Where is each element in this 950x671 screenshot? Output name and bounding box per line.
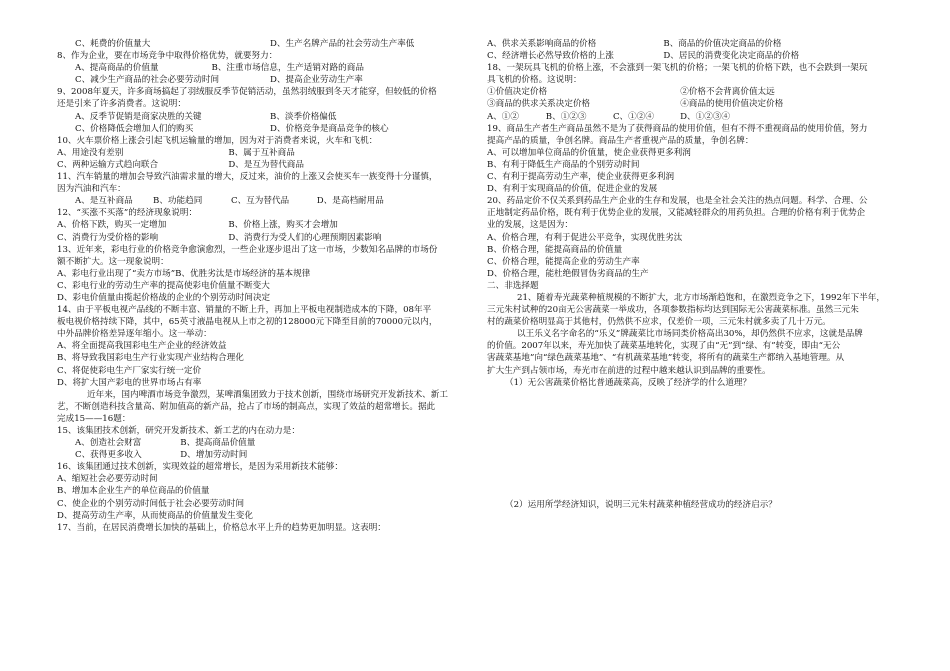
q7-option-d: D、生产名牌产品的社会劳动生产率低 (270, 39, 415, 49)
q13-stem-line2: 额不断扩大。这一现象说明： (57, 256, 169, 267)
q7-option-c: C、耗费的价值量大 (75, 39, 151, 49)
q18-stem-line2: 具飞机的价格。这说明： (487, 75, 582, 86)
answer-space-1 (487, 389, 907, 499)
q15-options-cd (57, 449, 465, 461)
q11-option-b: B、功能趋同 (153, 196, 203, 207)
q9-stem-line1: 9、2008年夏天，许多商场搞起了羽绒服反季节促销活动，虽然羽绒服到冬天才能穿，但较低的价格 (57, 87, 437, 98)
q10-option-c: C、两种运输方式趋向联合 (57, 159, 159, 170)
q18-statements-34 (487, 98, 907, 110)
passage-line3: 完成15——16题： (57, 413, 131, 424)
q8-option-d: D、提高企业劳动生产率 (270, 75, 363, 86)
q18-stem-line1: 18、一架玩具飞机的价格上涨，不会涨到一架飞机的价格；一架飞机的价格下跌，也不会跌到一架玩 (487, 63, 868, 74)
q11-stem-line2: 因为汽油和汽车： (57, 184, 126, 195)
q19-option-a: A、可以增加单位商品的价值量，使企业获得更多利润 (487, 147, 691, 158)
q18-option-c: C、①②④ (612, 111, 654, 122)
q18-statement-2: ②价格不会背离价值太远 (680, 87, 775, 98)
q8-options-cd (57, 74, 465, 86)
q17-stem: 17、当前，在居民消费增长加快的基础上，价格总水平上升的趋势更加明显。这表明： (57, 522, 386, 533)
q12-option-b: B、价格上涨，购买才会增加 (228, 220, 338, 231)
q8-stem: 8、作为企业，要在市场竞争中取得价格优势，就要努力： (57, 51, 278, 62)
q8-option-b: B、注重市场信息，生产适销对路的商品 (211, 63, 364, 74)
left-column (57, 38, 465, 534)
q21-p2-line1: 以王乐义名字命名的“乐义”牌蔬菜比市场同类价格高出30%，却仍然供不应求，这就是品牌 (517, 329, 863, 340)
q21-sub1: （1）无公害蔬菜价格比普通蔬菜高，反映了经济学的什么道理？ (505, 377, 752, 388)
q9-options-ab (57, 111, 465, 123)
q15-option-c: C、获得更多收入 (75, 450, 142, 461)
q13-option-ab: A、彩电行业出现了“卖方市场”B、优胜劣汰是市场经济的基本规律 (57, 268, 311, 279)
q19-option-c: C、有利于提高劳动生产率，使企业获得更多利润 (487, 172, 675, 183)
q18-statement-3: ③商品的供求关系决定价格 (487, 99, 591, 110)
q11-option-d: D、是高档耐用品 (316, 196, 384, 207)
q14-option-b: B、将导致我国彩电生产行业实现产业结构合理化 (57, 353, 244, 364)
q9-stem-line2: 还是引来了许多消费者。这说明： (57, 99, 186, 110)
q14-stem-line3: 中外品牌价格差异逐年缩小。这一举动： (57, 329, 212, 340)
q15-option-b: B、提高商品价值量 (180, 438, 256, 449)
q16-option-a: A、缩短社会必要劳动时间 (57, 474, 158, 485)
q12-options-cd (57, 232, 465, 244)
q18-statements-12 (487, 86, 907, 98)
q18-option-a: A、①② (487, 111, 519, 122)
q13-option-d: D、彩电价值量由揽起价格战的企业的个别劳动时间决定 (57, 292, 271, 303)
q18-options (487, 111, 907, 123)
q16-option-b: B、增加本企业生产的单位商品的价值量 (57, 486, 210, 497)
q11-option-c: C、互为替代品 (231, 196, 290, 207)
q8-options-ab (57, 62, 465, 74)
q19-stem-line2: 提高产品的质量，争创名牌。商品生产者重视产品的质量，争创名牌： (487, 135, 754, 146)
q12-option-c: C、消费行为受价格的影响 (57, 232, 159, 243)
q14-stem-line2: 板电视价格持续下降，其中，65英寸液晶电视从上市之初的128000元下降至目前的70000元以内， (57, 317, 438, 328)
q17-option-c: C、经济增长必然导致价格的上涨 (487, 51, 614, 62)
q9-option-a: A、反季节促销是商家决胜的关键 (75, 111, 202, 122)
q14-option-d: D、将扩大国产彩电的世界市场占有率 (57, 377, 202, 388)
q12-stem: 12、“买涨不买落”的经济现象说明： (57, 208, 198, 219)
q9-option-d: D、价格竞争是商品竞争的核心 (270, 123, 389, 134)
q14-option-c: C、将促使彩电生产厂家实行统一定价 (57, 365, 202, 376)
q9-option-c: C、价格降低会增加人们的购买 (75, 123, 194, 134)
q10-options-cd (57, 159, 465, 171)
q20-stem-line1: 20、药品定价不仅关系到药品生产企业的生存和发展，也是全社会关注的热点问题。科学、合理、公 (487, 196, 868, 207)
q21-p1-line1: 21、随着寿光蔬菜种植规模的不断扩大，北方市场渐趋饱和，在激烈竞争之下，1992年下半年， (517, 292, 885, 303)
q20-option-c: C、价格合理，能提高企业的劳动生产率 (487, 256, 640, 267)
q21-p2-line3: 害蔬菜基地”向“绿色蔬菜基地”、“有机蔬菜基地”转变，将所有的蔬菜生产都纳入基地管理。从 (487, 353, 845, 364)
q15-option-d: D、增加劳动时间 (180, 450, 248, 461)
q21-p1-line3: 村的蔬菜价格明显高于其他村，仍然供不应求，仅差价一项，三元朱村就多卖了几十万元。 (487, 317, 831, 328)
q20-option-d: D、价格合理，能杜绝假冒伪劣商品的生产 (487, 268, 649, 279)
q21-p2-line2: 的价值。2007年以来，寿光加快了蔬菜基地转化，实现了由“无”到“绿、有”转变，即由“无公 (487, 341, 841, 352)
q19-stem-line1: 19、商品生产者生产商品虽然不是为了获得商品的使用价值，但有不得不重视商品的使用价值，努力 (487, 123, 868, 134)
passage-line2: 艺，不断创造科技含量高、附加值高的新产品，抢占了市场的制高点，实现了效益的超常增长。据此 (57, 401, 436, 412)
q7-options-cd (57, 38, 465, 50)
q16-option-c: C、使企业的个别劳动时间低于社会必要劳动时间 (57, 498, 245, 509)
q12-option-a: A、价格下跌，购买一定增加 (57, 220, 167, 231)
q15-options-ab (57, 437, 465, 449)
q21-p1-line2: 三元朱村试种的20亩无公害蔬菜一举成功，各项参数指标均达到国际无公害蔬菜标准。虽然三元朱 (487, 305, 859, 316)
q17-options-ab (487, 38, 907, 50)
q10-options-ab (57, 147, 465, 159)
q20-option-a: A、价格合理，有利于促进公平竞争，实现优胜劣汰 (487, 232, 683, 243)
q17-options-cd (487, 50, 907, 62)
q19-option-b: B、有利于降低生产商品的个别劳动时间 (487, 159, 640, 170)
q20-option-b: B、价格合理，能提高商品的价值量 (487, 244, 623, 255)
passage-line1: 近年来，国内啤酒市场竞争激烈，某啤酒集团致力于技术创新，围绕市场研究开发新技术、新工 (87, 389, 448, 400)
q12-option-d: D、消费行为受人们的心理预期因素影响 (228, 232, 382, 243)
q21-sub2: （2）运用所学经济知识，说明三元朱村蔬菜种植经营成功的经济启示？ (505, 499, 777, 510)
q10-option-d: D、是互为替代商品 (228, 159, 304, 170)
q14-option-a: A、将全面提高我国彩电生产企业的经济效益 (57, 341, 227, 352)
q15-option-a: A、创造社会财富 (75, 438, 142, 449)
q8-option-c: C、减少生产商品的社会必要劳动时间 (75, 75, 220, 86)
q9-options-cd (57, 123, 465, 135)
q18-option-b: B、①②③ (545, 111, 587, 122)
section-title: 二、非选择题 (487, 280, 539, 291)
q11-option-a: A、是互补商品 (75, 196, 133, 207)
q18-option-d: D、①②③④ (680, 111, 731, 122)
right-column (487, 38, 907, 511)
q14-stem-line1: 14、由于平板电视产品线的不断丰富、销量的不断上升，再加上平板电视制造成本的下降，08年平 (57, 305, 432, 316)
q9-option-b: B、淡季价格偏低 (270, 111, 337, 122)
q10-stem: 10、火车票价格上涨会引起飞机运输量的增加，因为对于消费者来说，火车和飞机： (57, 135, 378, 146)
q20-stem-line3: 业的发展，这是因为： (487, 220, 573, 231)
q15-stem: 15、该集团技术创新，研究开发新技术、新工艺的内在动力是： (57, 426, 300, 436)
q12-options-ab (57, 219, 465, 231)
q13-option-c: C、彩电行业的劳动生产率的提高使彩电价值量不断变大 (57, 280, 270, 291)
q17-option-a: A、供求关系影响商品的价格 (487, 39, 597, 49)
q10-option-a: A、用途没有差别 (57, 147, 124, 158)
q11-stem-line1: 11、汽车销量的增加会导致汽油需求量的增大，反过来，油价的上涨又会使买车一族变得十分谨慎， (57, 172, 438, 183)
q17-option-d: D、居民的消费变化决定商品的价格 (663, 51, 800, 62)
q8-option-a: A、提高商品的价值量 (75, 63, 159, 74)
q11-options (57, 195, 465, 207)
q19-option-d: D、有利于实现商品的价值，促进企业的发展 (487, 184, 658, 195)
q16-stem: 16、该集团通过技术创新，实现效益的超常增长，是因为采用新技术能够： (57, 462, 343, 473)
q20-stem-line2: 正地制定药品价格，既有利于优势企业的发展，又能减轻群众的用药负担。合理的价格有利于优势企 (487, 208, 866, 219)
q18-statement-1: ①价值决定价格 (487, 87, 548, 98)
q13-stem-line1: 13、近年来，彩电行业的价格竞争愈演愈烈，一些企业逐步退出了这一市场，少数知名品牌的市场份 (57, 244, 438, 255)
q17-option-b: B、商品的价值决定商品的价格 (663, 39, 782, 49)
q18-statement-4: ④商品的使用价值决定价格 (680, 99, 784, 110)
q16-option-d: D、提高劳动生产率，从而使商品的价值量发生变化 (57, 510, 253, 521)
q21-p2-line4: 扩大生产到占领市场，寿光市在前进的过程中越来越认识到品牌的重要性。 (487, 365, 771, 376)
q10-option-b: B、属于互补商品 (228, 147, 295, 158)
